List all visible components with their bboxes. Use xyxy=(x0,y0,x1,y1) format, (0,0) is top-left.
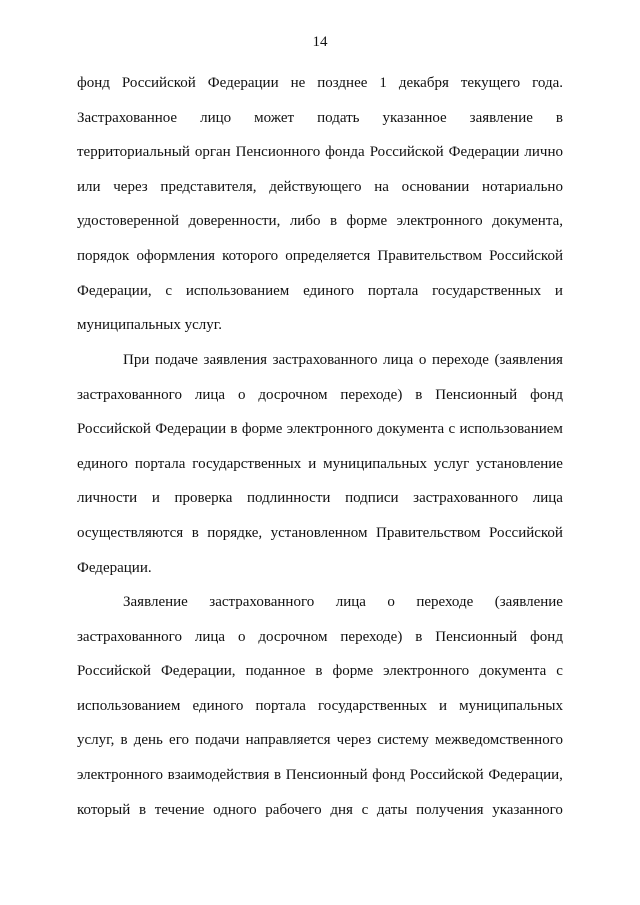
word: переходе xyxy=(431,352,489,368)
word: в xyxy=(191,525,199,541)
word: услуг xyxy=(433,456,470,472)
word: с xyxy=(556,663,563,679)
word: фонд xyxy=(372,767,406,783)
word: в xyxy=(120,732,128,748)
word: и xyxy=(151,490,160,506)
word: Пенсионного xyxy=(235,144,321,160)
word: и xyxy=(308,456,317,472)
text-line xyxy=(77,800,563,820)
word: Правительством xyxy=(377,248,482,264)
text-line xyxy=(77,696,563,716)
word: в xyxy=(274,767,282,783)
word: подписи xyxy=(345,490,399,506)
word: Российской xyxy=(489,525,563,541)
word: фонда xyxy=(325,144,365,160)
word: взаимодействия xyxy=(167,767,270,783)
text-line xyxy=(77,419,563,439)
word: подаче xyxy=(154,352,198,368)
word: заявление xyxy=(469,110,533,126)
text-line xyxy=(123,592,563,612)
word: получения xyxy=(416,802,484,818)
word: документа xyxy=(479,663,547,679)
word: рабочего xyxy=(265,802,322,818)
word: (заявление xyxy=(494,594,563,610)
word: либо xyxy=(289,213,321,229)
word: переходе xyxy=(416,594,474,610)
word: или xyxy=(77,179,101,195)
word: фонд xyxy=(77,75,110,91)
word: орган xyxy=(194,144,231,160)
word: в xyxy=(230,421,238,437)
word: через xyxy=(336,732,372,748)
word: и xyxy=(554,283,563,299)
word: лица xyxy=(194,387,226,403)
word: день xyxy=(133,732,163,748)
word: лица xyxy=(335,594,366,610)
word: Пенсионный xyxy=(435,629,518,645)
word: и xyxy=(439,698,448,714)
word: может xyxy=(254,110,295,126)
word: течение xyxy=(154,802,205,818)
word: на xyxy=(374,179,389,195)
word: Застрахованное xyxy=(77,110,178,126)
word: Федерации xyxy=(448,144,520,160)
word: лицо xyxy=(200,110,232,126)
word: оформления xyxy=(136,248,216,264)
word: в xyxy=(555,110,563,126)
word: портала xyxy=(255,698,306,714)
word: застрахованного xyxy=(413,490,519,506)
word: Российской xyxy=(409,767,484,783)
word: муниципальных xyxy=(459,698,563,714)
word: При xyxy=(123,352,150,368)
word: доверенности, xyxy=(188,213,281,229)
text-line xyxy=(77,108,563,128)
word: единого xyxy=(192,698,244,714)
word: лично xyxy=(524,144,563,160)
text-line xyxy=(77,385,563,405)
word: в xyxy=(415,629,423,645)
word: переходе) xyxy=(340,387,403,403)
text-line xyxy=(77,177,563,197)
word: застрахованного xyxy=(272,352,378,368)
word: Российской xyxy=(369,144,444,160)
text-line xyxy=(77,454,563,474)
text-line xyxy=(77,246,563,266)
word: электронного xyxy=(286,421,373,437)
word: заявления xyxy=(203,352,267,368)
text-line xyxy=(77,661,563,681)
word: представителя, xyxy=(160,179,257,195)
word: фонд xyxy=(530,387,563,403)
text-line xyxy=(77,558,563,578)
word: Российской xyxy=(121,75,196,91)
word: декабря xyxy=(398,75,449,91)
word: застрахованного xyxy=(77,629,182,645)
word: использованием xyxy=(185,283,290,299)
word: дня xyxy=(330,802,353,818)
word: определяется xyxy=(285,248,371,264)
word: нотариально xyxy=(482,179,563,195)
word: лица xyxy=(532,490,563,506)
word: лица xyxy=(383,352,414,368)
text-line xyxy=(77,281,563,301)
word: государственных xyxy=(432,283,542,299)
word: лица xyxy=(194,629,226,645)
word: портала xyxy=(134,456,186,472)
word: основании xyxy=(401,179,470,195)
word: Федерации, xyxy=(488,767,563,783)
word: указанного xyxy=(492,802,563,818)
word: в xyxy=(138,802,147,818)
word: Российской xyxy=(77,663,151,679)
word: территориальный xyxy=(77,144,190,160)
word: государственных xyxy=(192,456,302,472)
text-line xyxy=(77,765,563,785)
word: с xyxy=(448,421,456,437)
word: муниципальных услуг. xyxy=(77,317,222,333)
text-line xyxy=(77,315,563,335)
word: порядке, xyxy=(207,525,263,541)
word: переходе) xyxy=(340,629,403,645)
word: форме xyxy=(241,421,283,437)
word: установленном xyxy=(270,525,368,541)
word: проверка xyxy=(174,490,233,506)
word: документа xyxy=(377,421,445,437)
word: систему xyxy=(377,732,429,748)
word: удостоверенной xyxy=(77,213,179,229)
word: Федерации, xyxy=(77,283,152,299)
word: действующего xyxy=(269,179,362,195)
word: в xyxy=(415,387,423,403)
word: электронного xyxy=(396,213,483,229)
word: Федерации. xyxy=(77,560,152,576)
text-line xyxy=(77,142,563,162)
word: Пенсионный xyxy=(435,387,518,403)
text-line xyxy=(123,350,563,370)
word: Пенсионный xyxy=(285,767,368,783)
word: использованием xyxy=(459,421,563,437)
word: с xyxy=(165,283,173,299)
word: года. xyxy=(532,75,563,91)
page-number: 14 xyxy=(312,34,328,50)
word: даты xyxy=(376,802,408,818)
word: портала xyxy=(367,283,419,299)
word: Федерации xyxy=(155,421,227,437)
word: указанное xyxy=(382,110,447,126)
word: о xyxy=(418,352,427,368)
word: единого xyxy=(77,456,128,472)
word: подлинности xyxy=(247,490,331,506)
text-line xyxy=(77,730,563,750)
word: о xyxy=(238,629,246,645)
word: Федерации xyxy=(207,75,279,91)
word: Российской xyxy=(77,421,151,437)
word: фонд xyxy=(530,629,563,645)
word: использованием xyxy=(77,698,181,714)
word: подачи xyxy=(195,732,240,748)
word: не xyxy=(290,75,306,91)
word: порядок xyxy=(77,248,130,264)
word: застрахованного xyxy=(209,594,315,610)
word: в xyxy=(315,663,323,679)
word: текущего xyxy=(460,75,521,91)
word: подать xyxy=(317,110,360,126)
word: поданное xyxy=(245,663,306,679)
word: 1 xyxy=(379,75,387,91)
word: которого xyxy=(222,248,279,264)
word: с xyxy=(361,802,369,818)
word: муниципальных xyxy=(323,456,427,472)
word: личности xyxy=(77,490,138,506)
word: о xyxy=(387,594,395,610)
word: осуществляются xyxy=(77,525,184,541)
word: Федерации, xyxy=(160,663,236,679)
text-line xyxy=(77,627,563,647)
word: в xyxy=(329,213,338,229)
word: электронного xyxy=(383,663,470,679)
text-line xyxy=(77,523,563,543)
word: Российской xyxy=(489,248,563,264)
word: Правительством xyxy=(376,525,481,541)
word: застрахованного xyxy=(77,387,182,403)
word: Заявление xyxy=(123,594,188,610)
text-line xyxy=(77,488,563,508)
word: установление xyxy=(476,456,563,472)
word: услуг, xyxy=(77,732,115,748)
word: позднее xyxy=(317,75,368,91)
word: через xyxy=(113,179,148,195)
word: его xyxy=(169,732,189,748)
word: (заявления xyxy=(494,352,563,368)
word: документа, xyxy=(492,213,563,229)
word: одного xyxy=(213,802,257,818)
word: единого xyxy=(303,283,355,299)
text-line xyxy=(77,73,563,93)
text-line xyxy=(77,211,563,231)
word: о xyxy=(238,387,246,403)
word: который xyxy=(77,802,131,818)
word: электронного xyxy=(77,767,163,783)
word: досрочном xyxy=(258,387,328,403)
word: досрочном xyxy=(258,629,328,645)
word: направляется xyxy=(245,732,331,748)
word: форме xyxy=(332,663,374,679)
word: межведомственного xyxy=(434,732,563,748)
word: государственных xyxy=(318,698,427,714)
word: форме xyxy=(346,213,388,229)
